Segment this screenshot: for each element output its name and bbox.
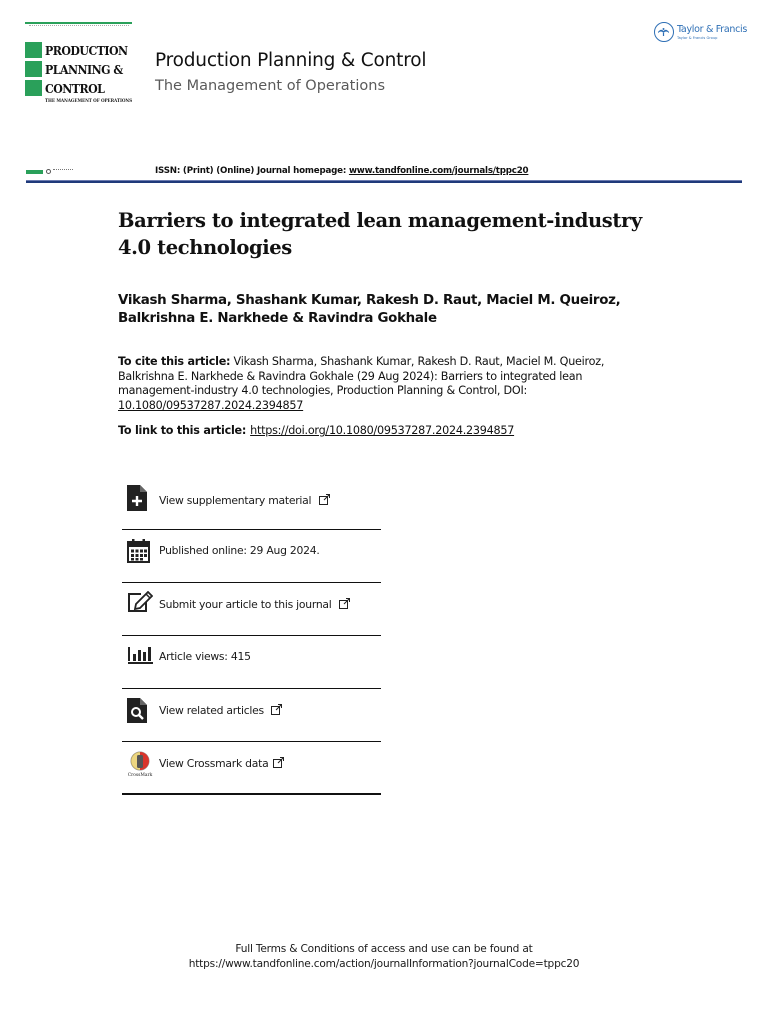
article-views-label: Article views: 415 xyxy=(159,650,251,663)
cover-subtitle: THE MANAGEMENT OF OPERATIONS xyxy=(45,98,133,103)
issn-text: ISSN: (Print) (Online) Journal homepage: xyxy=(155,166,349,176)
bar-chart-icon xyxy=(127,644,151,670)
citation-block xyxy=(118,355,638,413)
issn-line xyxy=(155,166,528,176)
supplementary-material-row[interactable] xyxy=(122,475,381,527)
taylor-francis-logo xyxy=(654,22,747,42)
supplementary-label: View supplementary material xyxy=(159,494,312,507)
related-articles-row[interactable] xyxy=(122,689,381,741)
publisher-name: Taylor & Francis xyxy=(677,24,748,35)
article-authors: Vikash Sharma, Shashank Kumar, Rakesh D. Raut, Maciel M. Queiroz, Balkrishna E. Narkhede & Ravindra Gokhale xyxy=(118,293,621,326)
cite-text: Vikash Sharma, Shashank Kumar, Rakesh D. Raut, Maciel M. Queiroz, Balkrishna E. Narkhede & Ravindra Gokhale (29 Aug 2024): Barriers to integrated lean management-industry 4.0 technologies, Production Planning & Control, DOI: xyxy=(118,355,605,397)
article-views-row xyxy=(122,636,381,688)
mini-publisher-logo xyxy=(46,168,76,174)
published-online-row xyxy=(122,530,381,582)
journal-title: Production Planning & Control xyxy=(155,50,427,71)
cover-line-1: PRODUCTION xyxy=(25,42,139,58)
footer xyxy=(0,942,768,972)
publisher-group: Taylor & Francis Group xyxy=(677,36,718,40)
footer-line-1: Full Terms & Conditions of access and use can be found at xyxy=(235,943,533,955)
cover-top-bar xyxy=(25,22,132,24)
article-title: Barriers to integrated lean management-industry 4.0 technologies xyxy=(118,209,642,259)
search-document-icon xyxy=(127,698,151,724)
cover-line-2: PLANNING & xyxy=(25,61,133,77)
submit-article-label: Submit your article to this journal xyxy=(159,598,332,611)
published-online-label: Published online: 29 Aug 2024. xyxy=(159,544,320,557)
journal-subtitle: The Management of Operations xyxy=(155,78,386,94)
document-plus-icon xyxy=(127,485,151,511)
edit-icon xyxy=(127,591,151,617)
cover-line-3: CONTROL xyxy=(25,80,112,96)
link-label: To link to this article: xyxy=(118,424,247,437)
header-rule xyxy=(26,181,742,183)
article-link-line xyxy=(118,424,514,437)
cite-doi-link[interactable]: 10.1080/09537287.2024.2394857 xyxy=(118,398,304,412)
publisher-logo-icon xyxy=(654,22,674,42)
crossmark-row[interactable] xyxy=(122,742,381,794)
external-link-icon xyxy=(339,598,350,609)
row-divider-bottom xyxy=(122,793,381,795)
mini-cover-thumb xyxy=(26,170,43,174)
crossmark-caption: CrossMark xyxy=(127,773,153,777)
cite-label: To cite this article: xyxy=(118,355,231,368)
related-articles-label: View related articles xyxy=(159,704,264,717)
cover-square xyxy=(25,80,42,96)
cover-fine-print xyxy=(29,25,129,28)
journal-cover-logo xyxy=(25,22,133,106)
cover-square xyxy=(25,42,42,58)
submit-article-row[interactable] xyxy=(122,583,381,635)
external-link-icon xyxy=(271,704,282,715)
calendar-icon xyxy=(127,539,151,565)
crossmark-icon xyxy=(127,751,151,777)
article-doi-link[interactable]: https://doi.org/10.1080/09537287.2024.2394857 xyxy=(250,424,515,437)
journal-homepage-link[interactable]: www.tandfonline.com/journals/tppc20 xyxy=(348,166,529,176)
footer-terms-link[interactable]: https://www.tandfonline.com/action/journalInformation?journalCode=tppc20 xyxy=(188,958,580,970)
external-link-icon xyxy=(273,757,284,768)
external-link-icon xyxy=(319,494,330,505)
crossmark-label: View Crossmark data xyxy=(159,757,269,770)
cover-square xyxy=(25,61,42,77)
